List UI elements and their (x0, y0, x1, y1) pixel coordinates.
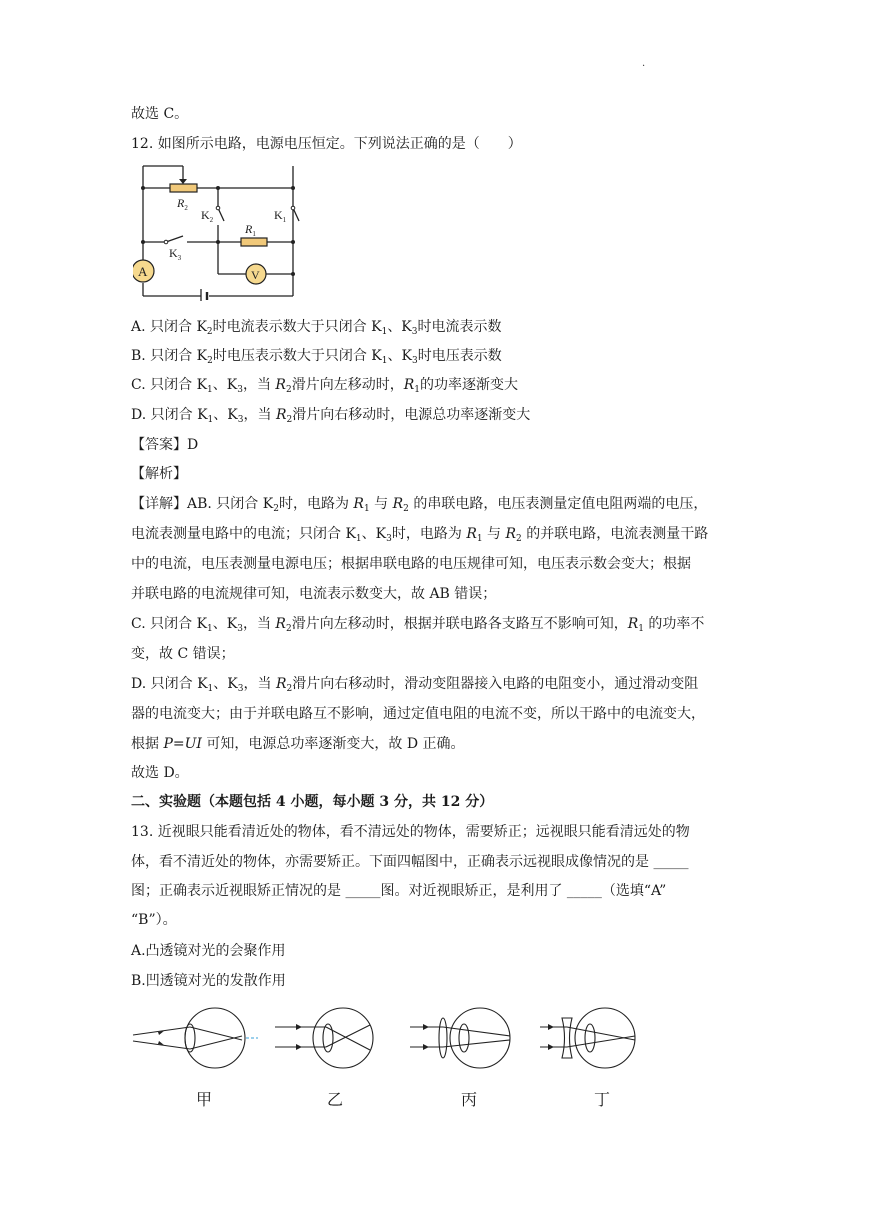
ammeter-label: A (138, 264, 148, 279)
detail-line-3: 中的电流，电压表测量电源电压；根据串联电路的电压规律可知，电压表示数会变大；根据 (131, 556, 691, 572)
q13-option-b: B.凹透镜对光的发散作用 (131, 973, 286, 989)
voltmeter-label: V (251, 268, 260, 282)
circuit-diagram (133, 163, 303, 301)
detail-line-5: C. 只闭合 $K_1$、$K_3$，当 $R_2$滑片向左移动时，根据并联电路各支路互不影响可知，$R_1$ 的功率不 (131, 616, 705, 634)
svg-text:K1 (274, 208, 287, 224)
q13-option-a: A.凸透镜对光的会聚作用 (131, 943, 286, 959)
q11-conclusion: 故选 C。 (131, 106, 189, 122)
k2-label: K (201, 208, 210, 222)
k3-label: K (169, 246, 178, 260)
detail-line-8: 器的电流变大；由于并联电路互不影响，通过定值电阻的电流不变，所以干路中的电流变大， (131, 706, 705, 722)
q13-line-2: 体，看不清近处的物体，亦需要矫正。下面四幅图中，正确表示远视眼成像情况的是 _____ (131, 854, 689, 870)
q12-stem: 12. 如图所示电路，电源电压恒定。下列说法正确的是（ ） (131, 136, 522, 152)
svg-text:K2 (201, 208, 214, 224)
detail-line-9: 根据 P=UI 可知，电源总功率逐渐变大，故 D 正确。 (131, 736, 465, 752)
r2-sub: 2 (184, 204, 188, 212)
q13-line-3: 图；正确表示近视眼矫正情况的是 _____图。对近视眼矫正，是利用了 _____（选填“A” (131, 883, 667, 899)
k2-sub: 2 (209, 216, 214, 224)
svg-text:R2 (176, 196, 188, 212)
svg-text:K3 (169, 246, 182, 262)
k3-sub: 3 (177, 254, 182, 262)
eye-label-yi: 乙 (327, 1090, 344, 1109)
header-mark: . (642, 58, 646, 69)
detail-line-4: 并联电路的电流规律可知，电流表示数变大，故 AB 错误； (131, 586, 497, 602)
r2-label: R (177, 196, 185, 210)
eye-label-jia: 甲 (196, 1090, 213, 1109)
q12-option-c: C. 只闭合 $K_1$、$K_3$，当 $R_2$滑片向左移动时，$R_1$的功率逐渐变大 (131, 377, 518, 395)
k1-sub: 1 (282, 216, 287, 224)
q12-answer: 【答案】D (131, 437, 199, 453)
section-2-heading: 二、实验题（本题包括 4 小题，每小题 3 分，共 12 分） (131, 794, 494, 810)
q13-line-1: 13. 近视眼只能看清近处的物体，看不清远处的物体，需要矫正；远视眼只能看清远处的物 (131, 824, 690, 840)
eye-label-ding: 丁 (594, 1090, 611, 1109)
q12-analysis-heading: 【解析】 (131, 466, 187, 482)
svg-text:R1 (244, 222, 256, 238)
r1-sub: 1 (252, 230, 256, 238)
detail-line-1: 【详解】AB. 只闭合 $K_2$时，电路为 $R_1$ 与 $R_2$ 的串联电路，电压表测量定值电阻两端的电压， (131, 496, 708, 514)
detail-line-6: 变，故 C 错误； (131, 646, 235, 662)
r1-label: R (245, 222, 253, 236)
q12-option-d: D. 只闭合 $K_1$、$K_3$，当 $R_2$滑片向右移动时，电源总功率逐渐变大 (131, 407, 531, 425)
q12-conclusion: 故选 D。 (131, 765, 189, 781)
k1-label: K (274, 208, 283, 222)
eye-label-bing: 丙 (461, 1090, 478, 1109)
detail-line-2: 电流表测量电路中的电流；只闭合 $K_1$、$K_3$时，电路为 $R_1$ 与 $R_2$ 的并联电路，电流表测量干路 (131, 526, 709, 544)
q13-line-4: “B”）。 (131, 912, 177, 928)
q12-option-b: B. 只闭合 $K_2$时电压表示数大于只闭合 $K_1$、$K_3$时电压表示数 (131, 348, 502, 366)
q12-option-a: A. 只闭合 $K_2$时电流表示数大于只闭合 $K_1$、$K_3$时电流表示数 (131, 319, 502, 337)
detail-line-7: D. 只闭合 $K_1$、$K_3$，当 $R_2$滑片向右移动时，滑动变阻器接入电路的电阻变小，通过滑动变阻 (131, 676, 699, 694)
